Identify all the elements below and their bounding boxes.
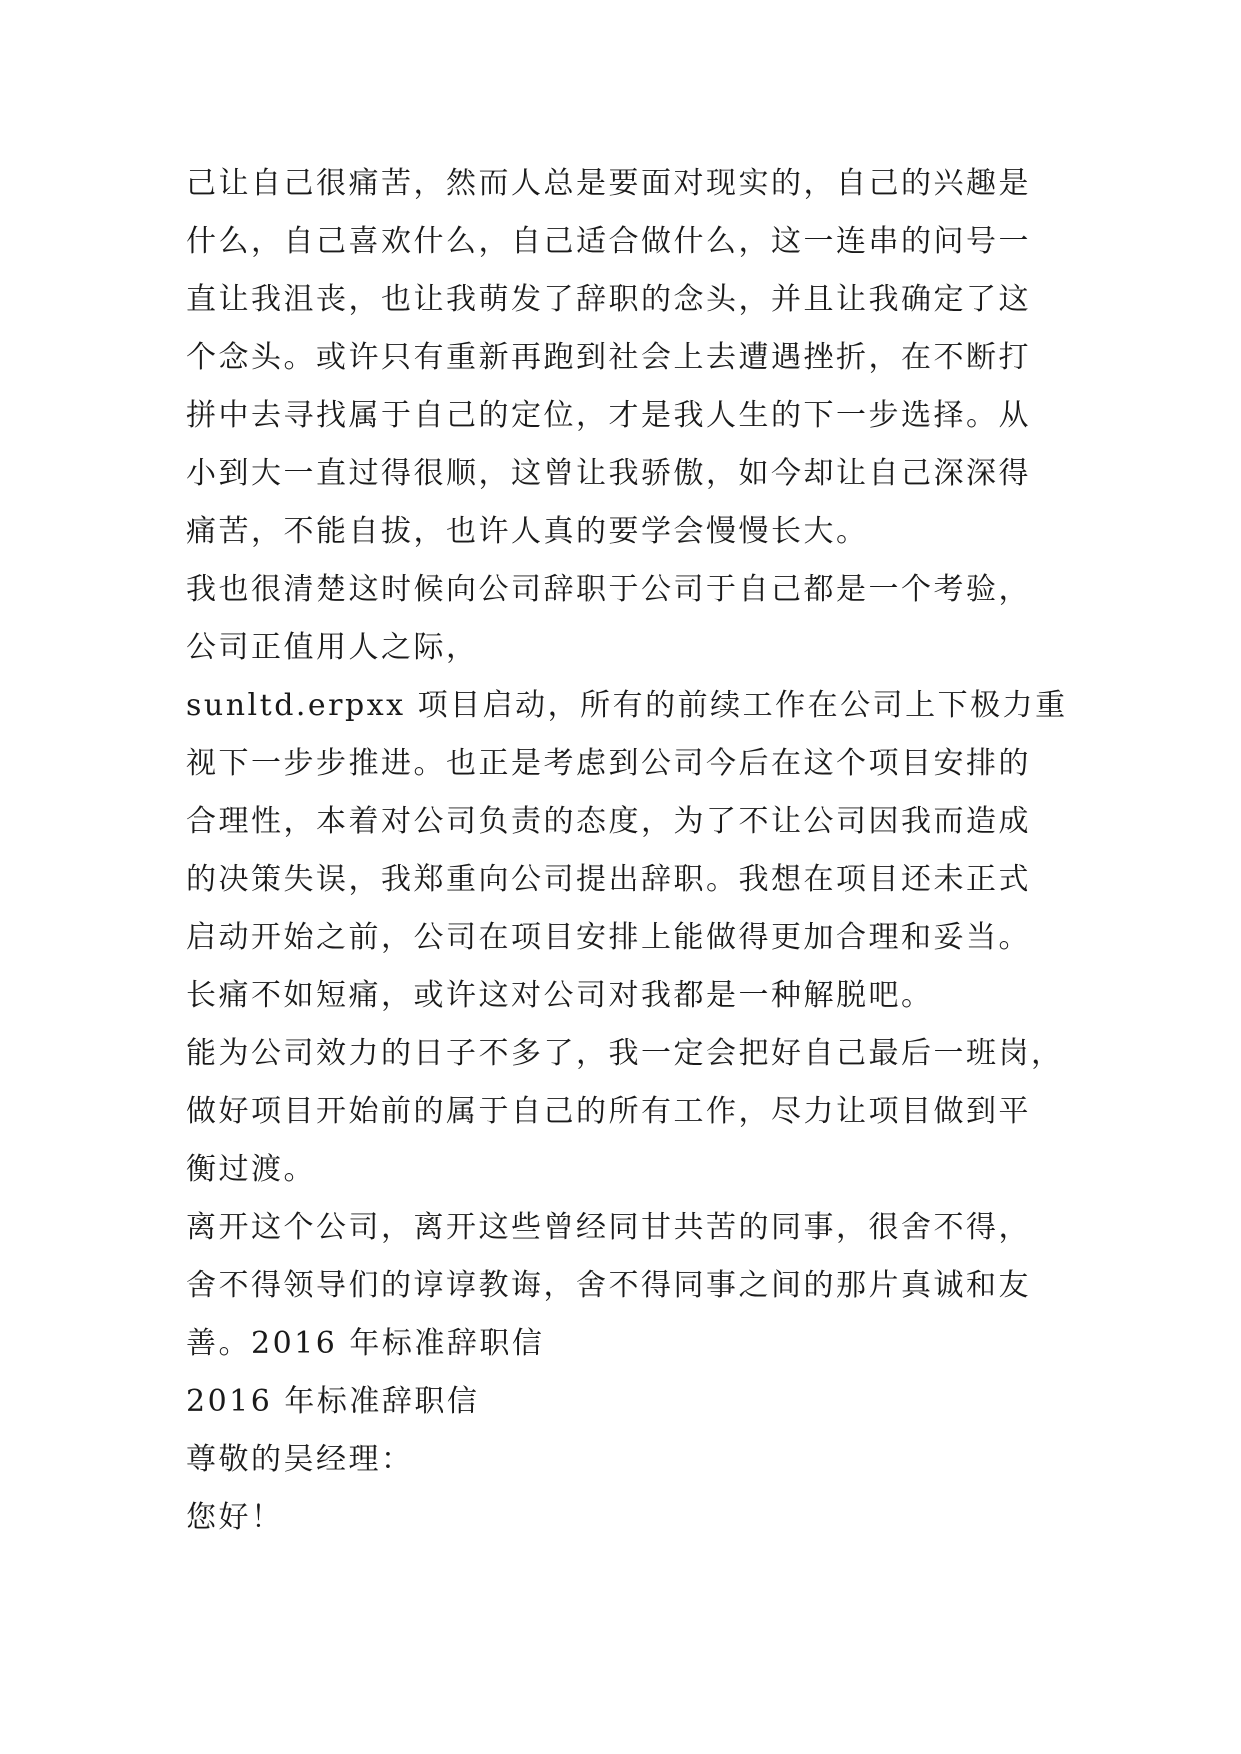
text-line: 舍不得领导们的谆谆教诲，舍不得同事之间的那片真诚和友 bbox=[186, 1268, 1031, 1303]
text-line: 直让我沮丧，也让我萌发了辞职的念头，并且让我确定了这 bbox=[186, 282, 1031, 317]
text-line: 善。2016 年标准辞职信 bbox=[186, 1326, 545, 1361]
letter-body bbox=[186, 155, 1076, 1547]
greeting-line: 您好！ bbox=[186, 1500, 284, 1535]
text-line: 长痛不如短痛，或许这对公司对我都是一种解脱吧。 bbox=[186, 978, 934, 1013]
text-line: 做好项目开始前的属于自己的所有工作，尽力让项目做到平 bbox=[186, 1094, 1031, 1129]
heading-line: 2016 年标准辞职信 bbox=[186, 1384, 480, 1419]
text-line: 能为公司效力的日子不多了，我一定会把好自己最后一班岗， bbox=[186, 1036, 1064, 1071]
text-line: 的决策失误，我郑重向公司提出辞职。我想在项目还未正式 bbox=[186, 862, 1031, 897]
text-line: 痛苦，不能自拔，也许人真的要学会慢慢长大。 bbox=[186, 514, 869, 549]
salutation-line: 尊敬的吴经理： bbox=[186, 1442, 414, 1477]
text-line: 己让自己很痛苦，然而人总是要面对现实的，自己的兴趣是 bbox=[186, 166, 1031, 201]
text-line: 衡过渡。 bbox=[186, 1152, 316, 1187]
text-line: 小到大一直过得很顺，这曾让我骄傲，如今却让自己深深得 bbox=[186, 456, 1031, 491]
text-line: 什么，自己喜欢什么，自己适合做什么，这一连串的问号一 bbox=[186, 224, 1031, 259]
text-line: 启动开始之前，公司在项目安排上能做得更加合理和妥当。 bbox=[186, 920, 1031, 955]
text-line: 我也很清楚这时候向公司辞职于公司于自己都是一个考验， bbox=[186, 572, 1031, 607]
text-line: 视下一步步推进。也正是考虑到公司今后在这个项目安排的 bbox=[186, 746, 1031, 781]
text-line: 公司正值用人之际， bbox=[186, 630, 479, 665]
text-line: sunltd.erpxx 项目启动，所有的前续工作在公司上下极力重 bbox=[186, 688, 1068, 723]
text-line: 合理性，本着对公司负责的态度，为了不让公司因我而造成 bbox=[186, 804, 1031, 839]
text-line: 个念头。或许只有重新再跑到社会上去遭遇挫折，在不断打 bbox=[186, 340, 1031, 375]
text-line: 拼中去寻找属于自己的定位，才是我人生的下一步选择。从 bbox=[186, 398, 1031, 433]
text-line: 离开这个公司，离开这些曾经同甘共苦的同事，很舍不得， bbox=[186, 1210, 1031, 1245]
